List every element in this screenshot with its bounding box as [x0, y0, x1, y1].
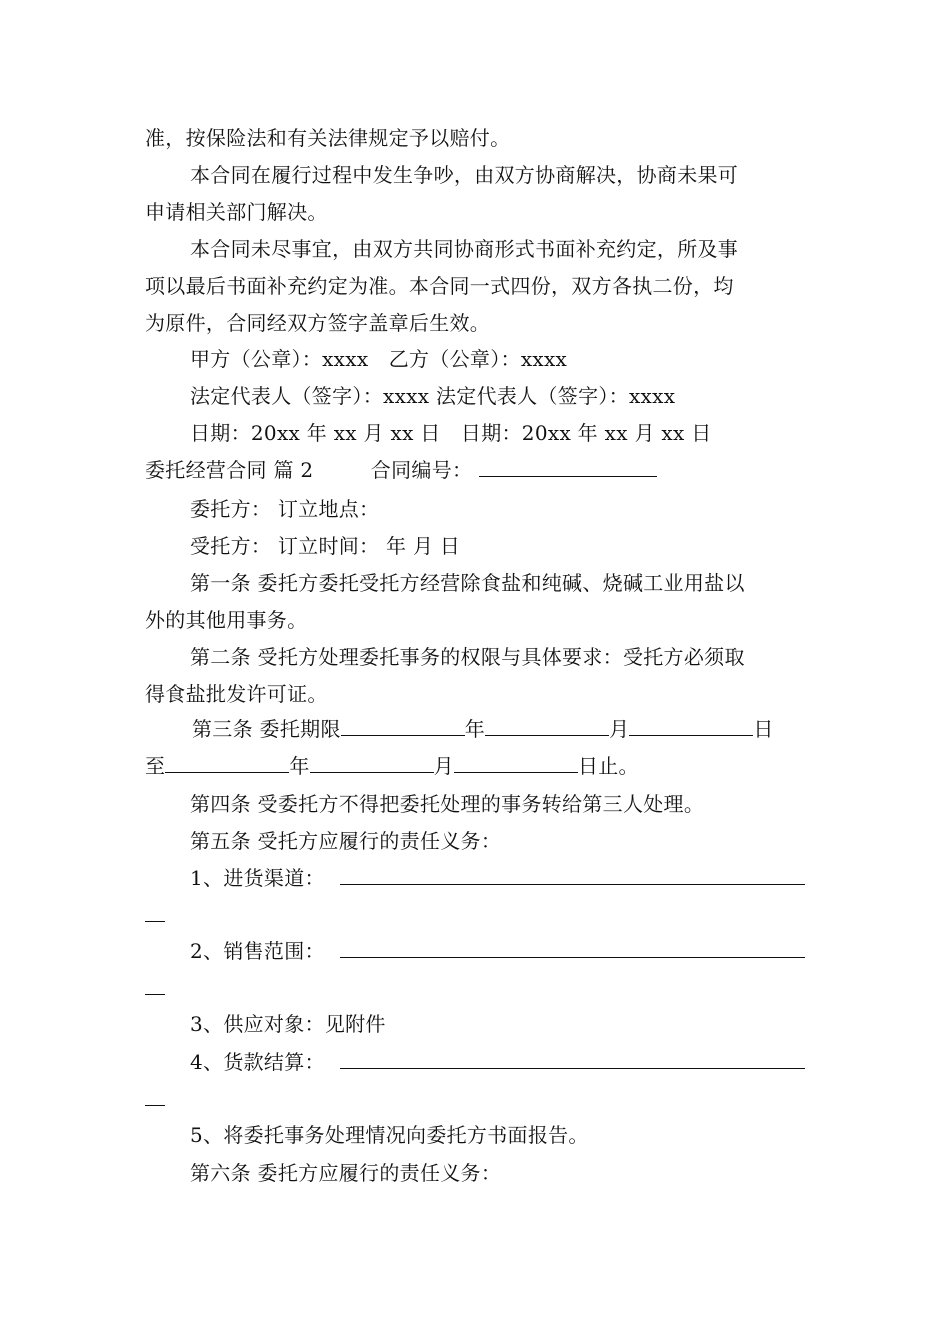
blank [485, 717, 609, 736]
article-3-cont [145, 753, 639, 779]
blank [310, 754, 434, 773]
contract-number-label: 合同编号： [370, 458, 473, 482]
article-1: 第一条 委托方委托受托方经营除食盐和纯碱、烧碱工业用盐以 [190, 571, 745, 595]
year-label: 年 [289, 754, 310, 778]
month-label: 月 [433, 754, 454, 778]
fill-in-blank [145, 994, 165, 995]
date-line: 日期：20xx 年 xx 月 xx 日 日期：20xx 年 xx 月 xx 日 [190, 421, 712, 445]
contract-title: 委托经营合同 篇 2 [145, 458, 314, 482]
duty-item-4: 4、货款结算： [190, 1050, 325, 1074]
principal-line: 委托方： 订立地点： [190, 497, 380, 521]
year-label: 年 [464, 717, 486, 741]
blank [341, 717, 465, 736]
fill-in-blank [145, 1105, 165, 1106]
month-label: 月 [609, 717, 630, 741]
fill-in-blank [340, 957, 805, 958]
paragraph-line: 为原件，合同经双方签字盖章后生效。 [145, 311, 491, 335]
legal-representative-line: 法定代表人（签字）：xxxx 法定代表人（签字）：xxxx [190, 384, 676, 408]
signature-party-line: 甲方（公章）：xxxx 乙方（公章）：xxxx [190, 347, 568, 371]
blank [165, 754, 289, 773]
article-6: 第六条 委托方应履行的责任义务： [190, 1161, 502, 1185]
duty-item-5: 5、将委托事务处理情况向委托方书面报告。 [190, 1123, 589, 1147]
to-label: 至 [145, 754, 166, 778]
blank [629, 717, 753, 736]
fill-in-blank [340, 1068, 805, 1069]
article-2-cont: 得食盐批发许可证。 [145, 682, 328, 706]
agent-line: 受托方： 订立时间： 年 月 日 [190, 534, 461, 558]
article-4: 第四条 受委托方不得把委托处理的事务转给第三人处理。 [190, 792, 705, 816]
duty-item-1: 1、进货渠道： [190, 866, 325, 890]
article-2: 第二条 受托方处理委托事务的权限与具体要求：受托方必须取 [190, 645, 745, 669]
article-3 [192, 716, 774, 742]
paragraph-line: 项以最后书面补充约定为准。本合同一式四份，双方各执二份，均 [145, 274, 734, 298]
paragraph-line: 本合同未尽事宜，由双方共同协商形式书面补充约定，所及事 [190, 237, 739, 261]
duty-item-2: 2、销售范围： [190, 939, 325, 963]
day-end-label: 日止。 [577, 754, 639, 778]
duty-item-3: 3、供应对象：见附件 [190, 1012, 386, 1036]
article-3-label: 第三条 委托期限 [192, 717, 341, 741]
section-title [145, 457, 657, 483]
day-label: 日 [753, 717, 774, 741]
fill-in-blank [145, 921, 165, 922]
contract-number-blank [479, 458, 657, 477]
article-1-cont: 外的其他用事务。 [145, 608, 308, 632]
blank [454, 754, 578, 773]
article-5: 第五条 受托方应履行的责任义务： [190, 829, 502, 853]
paragraph-line: 申请相关部门解决。 [145, 200, 328, 224]
paragraph-line: 准，按保险法和有关法律规定予以赔付。 [145, 126, 511, 150]
fill-in-blank [340, 884, 805, 885]
paragraph-line: 本合同在履行过程中发生争吵，由双方协商解决，协商未果可 [190, 163, 739, 187]
